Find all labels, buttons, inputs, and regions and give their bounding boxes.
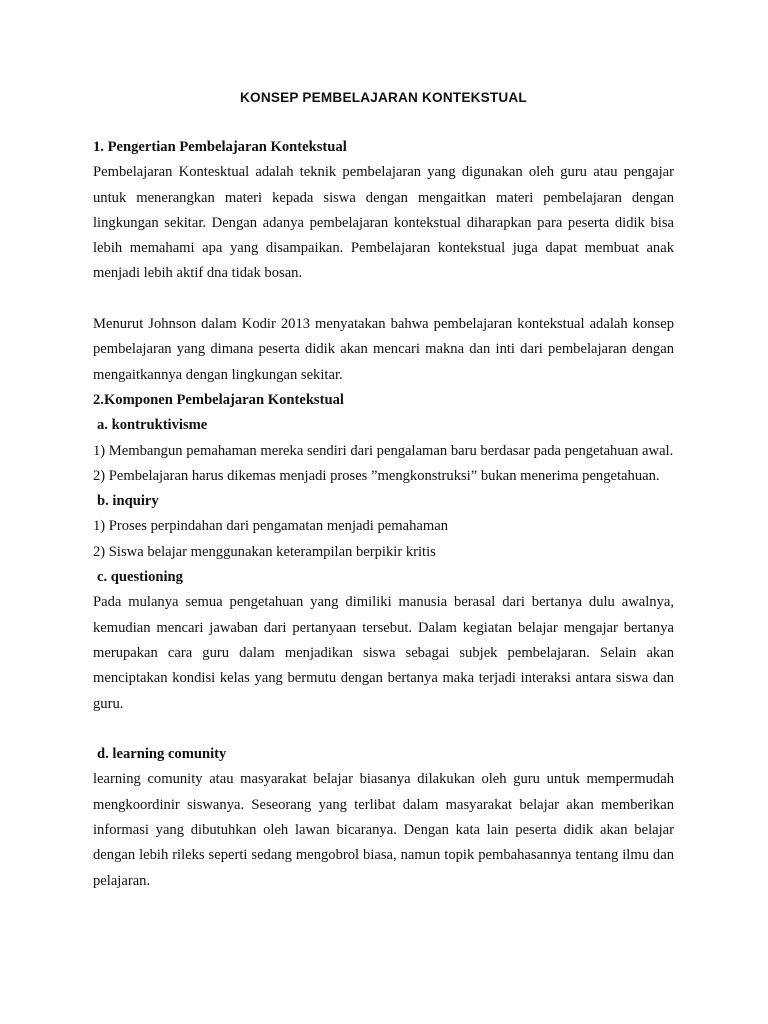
section-1-paragraph-1: Pembelajaran Kontesktual adalah teknik pembelajaran yang digunakan oleh guru atau pengajar untuk menerangkan materi kepada siswa dengan mengaitkan materi pembelajaran dengan lingkungan sekitar. Dengan adanya pembelajaran kontekstual diharapkan para peserta didik bisa lebih memahami apa yang disampaikan. Pembelajaran kontekstual juga dapat membuat anak menjadi lebih aktif dna tidak bosan. [93,164,674,282]
subsection-c-label: c. questioning [97,569,183,586]
paragraph-gap [93,717,674,742]
subsection-a-item-2: 2) Pembelajaran harus dikemas menjadi proses ”mengkonstruksi” bukan menerima pengetahuan. [93,467,660,484]
document-page [93,85,674,894]
subsection-b-label: b. inquiry [97,493,159,510]
subsection-c-text: Pada mulanya semua pengetahuan yang dimiliki manusia berasal dari bertanya dulu awalnya, kemudian mencari jawaban dari pertanyaan tersebut. Dalam kegiatan belajar mengajar bertanya merupakan cara guru dalam menjadikan siswa sebagai subjek pembelajaran. Selain akan menciptakan kondisi kelas yang bermutu dengan bertanya maka terjadi interaksi antara siswa dan guru. [93,594,674,712]
section-2-heading: 2.Komponen Pembelajaran Kontekstual [93,391,344,408]
section-1-heading: 1. Pengertian Pembelajaran Kontekstual [93,139,347,155]
subsection-d-text: learning comunity atau masyarakat belajar biasanya dilakukan oleh guru untuk mempermudah mengkoordinir siswanya. Seseorang yang terlibat dalam masyarakat belajar akan memberikan informasi yang dibutuhkan oleh lawan bicaranya. Dengan kata lain peserta didik akan belajar dengan lebih rileks seperti sedang mengobrol biasa, namun topik pembahasannya tentang ilmu dan pelajaran. [93,771,674,889]
subsection-d-label: d. learning comunity [97,746,227,763]
subsection-b-item-2: 2) Siswa belajar menggunakan keterampilan berpikir kritis [93,543,436,560]
section-1-paragraph-2: Menurut Johnson dalam Kodir 2013 menyatakan bahwa pembelajaran kontekstual adalah konsep pembelajaran yang dimana peserta didik akan mencari makna dan inti dari pembelajaran dengan mengaitkannya dengan lingkungan sekitar. [93,316,674,383]
subsection-a-label: a. kontruktivisme [97,417,208,434]
subsection-a-item-1: 1) Membangun pemahaman mereka sendiri dari pengalaman baru berdasar pada pengetahuan awal. [93,442,674,459]
paragraph-gap [93,287,674,312]
document-title: KONSEP PEMBELAJARAN KONTEKSTUAL [240,90,527,105]
subsection-b-item-1: 1) Proses perpindahan dari pengamatan menjadi pemahaman [93,518,448,535]
